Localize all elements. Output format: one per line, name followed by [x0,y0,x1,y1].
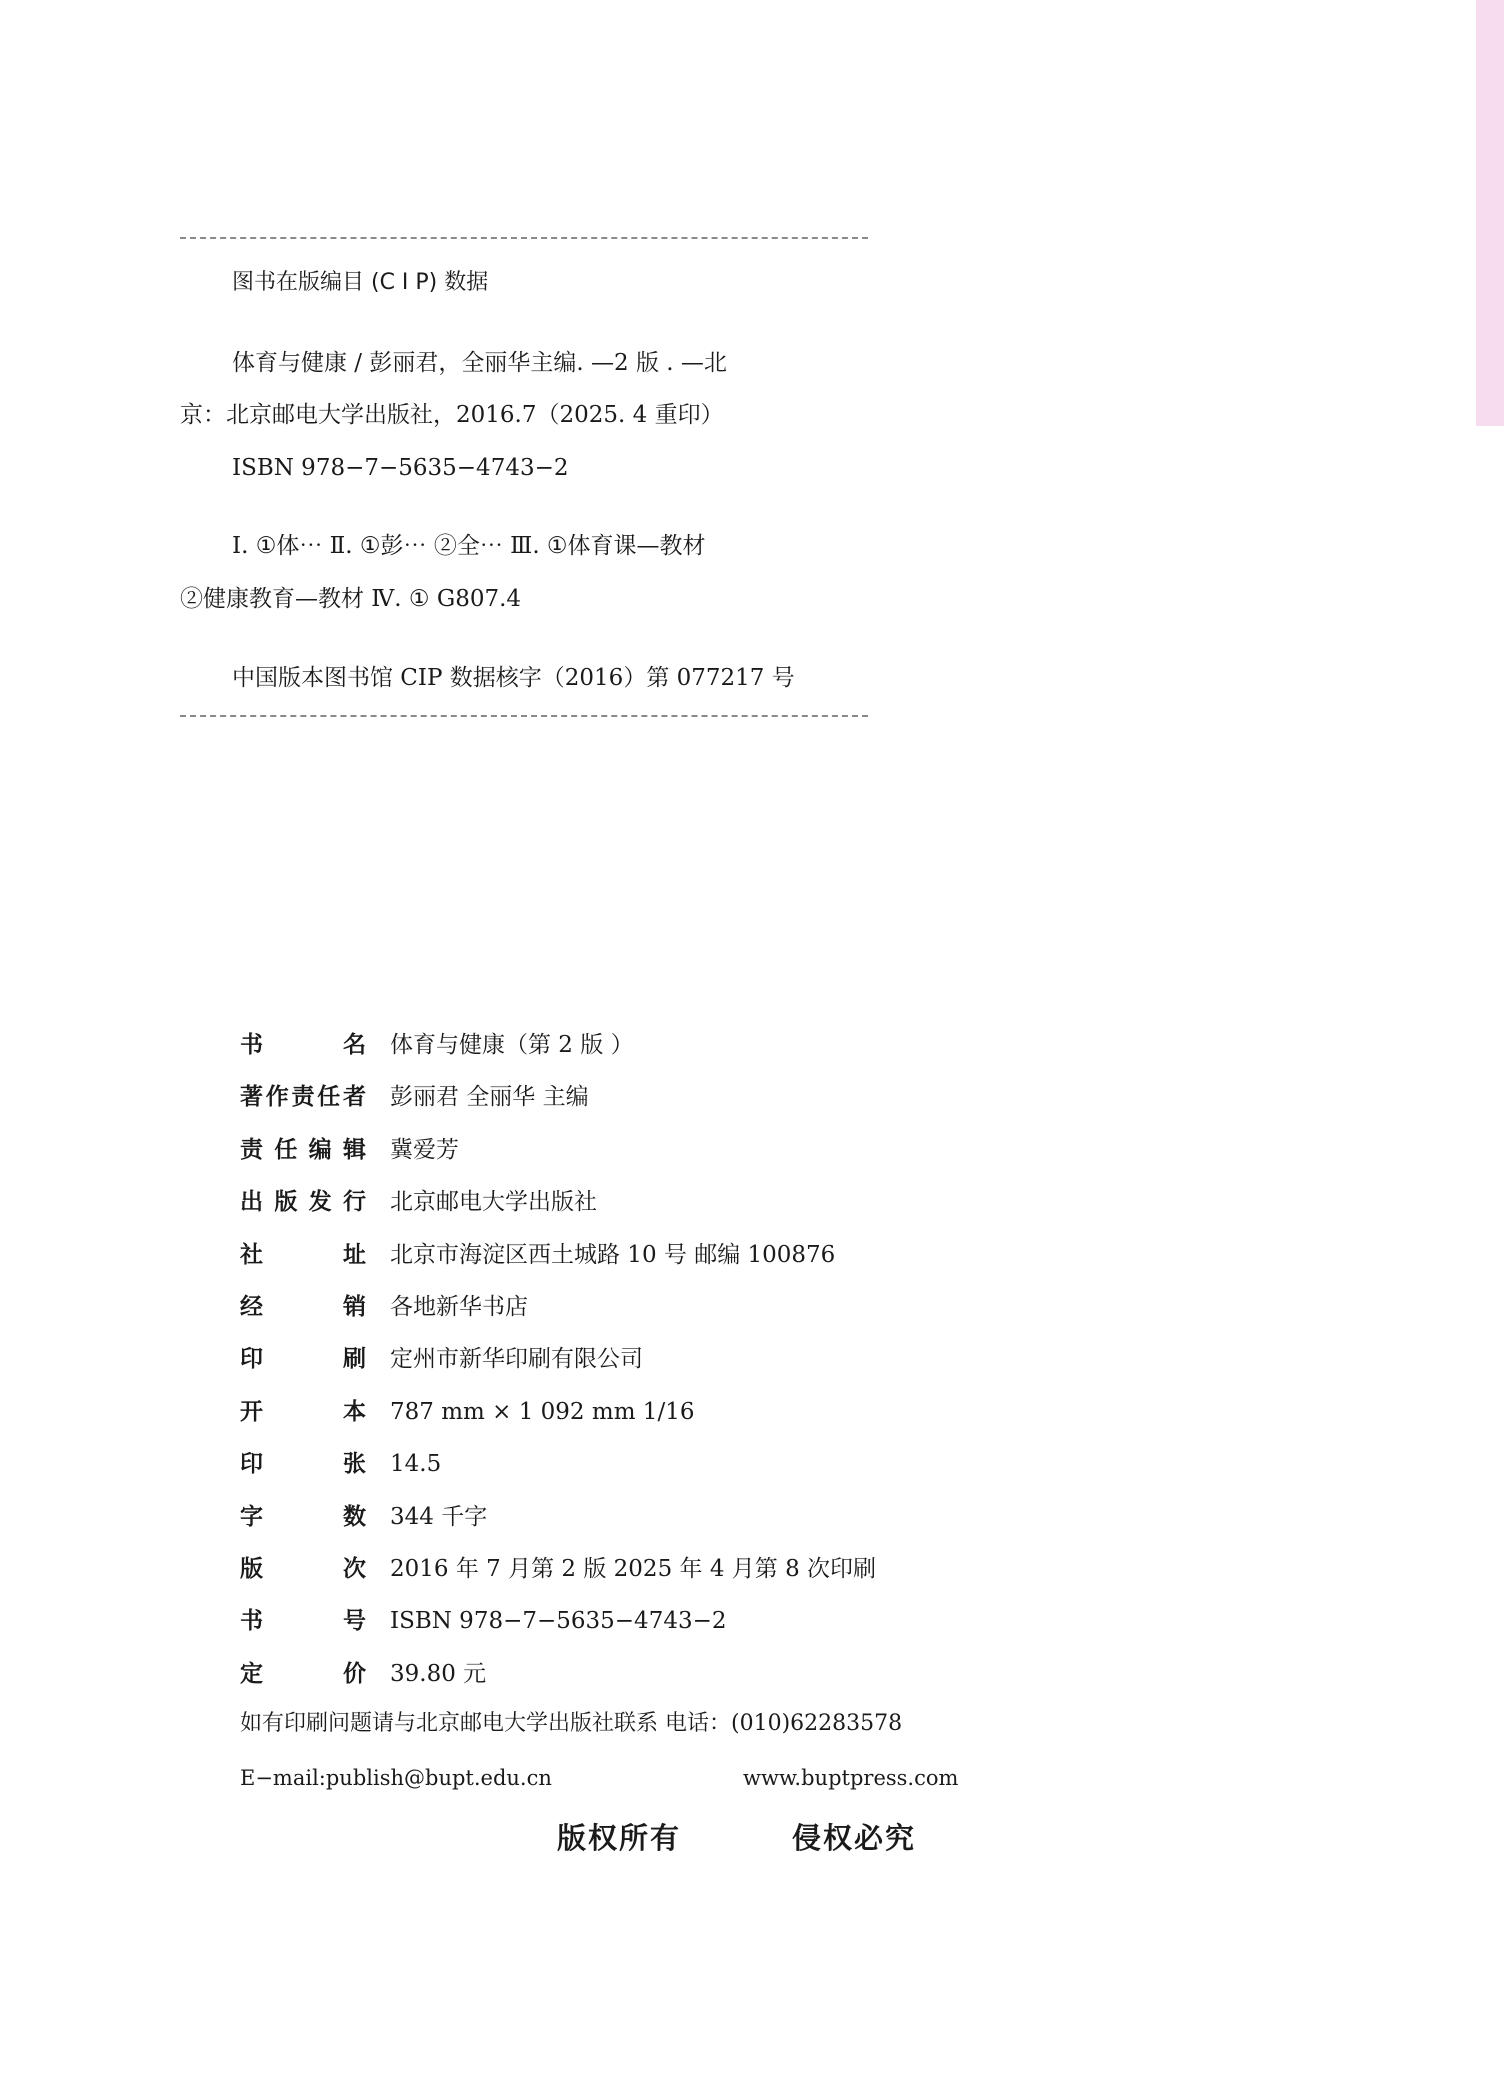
info-label-char: 书 [240,1032,263,1058]
info-label [240,1606,366,1636]
contact-issue-line: 如有印刷问题请与北京邮电大学出版社联系 电话：(010)62283578 [240,1711,903,1736]
info-value: 14.5 [390,1451,442,1477]
info-label-char: 数 [343,1504,366,1530]
info-label [240,1240,366,1270]
info-label-char: 次 [343,1556,366,1582]
info-label [240,1187,366,1217]
info-value: 冀爱芳 [390,1137,459,1163]
info-label-char: 社 [240,1242,263,1268]
cip-top-rule [180,237,868,239]
contact-email: E−mail:publish@bupt.edu.cn [240,1766,552,1790]
info-value: ISBN 978−7−5635−4743−2 [390,1608,727,1634]
info-label-char: 名 [343,1032,366,1058]
info-label-char: 编 [308,1137,332,1163]
info-label-char: 本 [343,1399,366,1425]
info-label [240,1449,366,1479]
info-label-char: 行 [342,1189,366,1215]
cip-bottom-rule [180,715,868,717]
cip-line-2: 京：北京邮电大学出版社，2016.7（2025. 4 重印） [180,402,724,428]
info-label-char: 版 [274,1189,298,1215]
info-label-char: 址 [343,1242,366,1268]
copyright-right: 侵权必究 [792,1821,917,1855]
info-value: 北京市海淀区西土城路 10 号 邮编 100876 [390,1242,836,1268]
info-label-char: 版 [240,1556,263,1582]
info-value: 彭丽君 全丽华 主编 [390,1084,589,1110]
info-label [240,1135,366,1165]
info-label-char: 刷 [343,1346,366,1372]
info-value: 定州市新华印刷有限公司 [390,1346,643,1372]
info-label-char: 张 [343,1451,366,1477]
page-edge-stripe [1476,0,1504,426]
info-label-char: 发 [308,1189,332,1215]
info-value: 39.80 元 [390,1661,487,1687]
info-label [240,1502,366,1532]
info-label-char: 任 [317,1084,341,1110]
info-label [240,1659,366,1689]
cip-line-1: 体育与健康 / 彭丽君，全丽华主编. —2 版 . —北 [232,350,727,376]
info-label [240,1397,366,1427]
info-label-char: 印 [240,1451,263,1477]
info-value: 344 千字 [390,1504,488,1530]
cip-line-3: ISBN 978−7−5635−4743−2 [232,455,569,481]
info-label-char: 字 [240,1504,263,1530]
cip-title: 图书在版编目 (C I P) 数据 [232,270,489,295]
info-label-char: 经 [240,1294,263,1320]
cip-line-6: 中国版本图书馆 CIP 数据核字（2016）第 077217 号 [232,665,795,691]
info-label [240,1030,366,1060]
info-label-char: 者 [343,1084,366,1110]
info-value: 2016 年 7 月第 2 版 2025 年 4 月第 8 次印刷 [390,1556,877,1582]
contact-website: www.buptpress.com [743,1766,959,1790]
info-label-char: 作 [265,1084,289,1110]
info-value: 787 mm × 1 092 mm 1/16 [390,1399,695,1425]
info-label-char: 销 [343,1294,366,1320]
info-label-char: 任 [274,1137,298,1163]
info-label-char: 价 [343,1661,366,1687]
info-label-char: 号 [343,1608,366,1634]
info-label-char: 著 [240,1084,263,1110]
info-label-char: 书 [240,1608,263,1634]
info-value: 体育与健康（第 2 版 ） [390,1032,634,1058]
copyright-left: 版权所有 [557,1821,682,1855]
cip-line-5: ②健康教育—教材 Ⅳ. ① G807.4 [180,586,522,612]
cip-line-4: Ⅰ. ①体⋯ Ⅱ. ①彭⋯ ②全⋯ Ⅲ. ①体育课—教材 [232,533,706,559]
info-label-char: 出 [240,1189,263,1215]
info-value: 北京邮电大学出版社 [390,1189,597,1215]
info-label-char: 开 [240,1399,263,1425]
info-value: 各地新华书店 [390,1294,528,1320]
info-label-char: 责 [291,1084,315,1110]
info-label-char: 定 [240,1661,263,1687]
info-label-char: 辑 [342,1137,366,1163]
info-label [240,1344,366,1374]
info-label-char: 责 [240,1137,263,1163]
info-label [240,1292,366,1322]
info-label [240,1554,366,1584]
info-label-char: 印 [240,1346,263,1372]
info-label [240,1082,366,1112]
